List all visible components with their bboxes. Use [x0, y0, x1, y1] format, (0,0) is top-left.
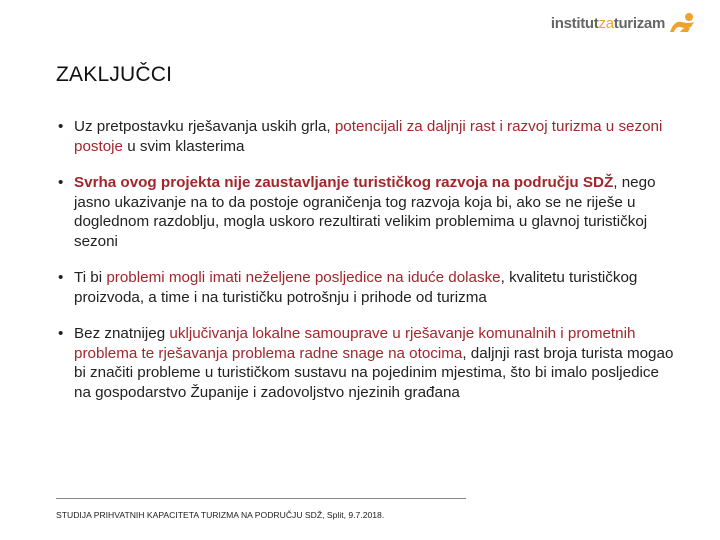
institut-za-turizam-logo	[551, 6, 698, 40]
bullet-list	[56, 117, 676, 419]
logo-wordmark	[551, 15, 665, 32]
logo-part-3: turizam	[613, 14, 665, 32]
bullet-highlight-text: problemi mogli imati neželjene posljedice na iduće dolaske	[106, 269, 501, 286]
footer-text: STUDIJA PRIHVATNIH KAPACITETA TURIZMA NA PODRUČJU SDŽ, Split, 9.7.2018.	[56, 510, 385, 520]
logo-mark-icon	[668, 12, 698, 34]
logo-part-2: za	[598, 14, 614, 32]
bullet-text: Bez znatnijeg	[74, 325, 170, 342]
bullet-highlight-text: uključivanja lokalne samouprave u rješavanje komunalnih i prometnih problema te rješavanja problema radne snage na otocima	[74, 325, 636, 362]
bullet-highlight-text: Svrha ovog projekta nije zaustavljanje turističkog razvoja na području SDŽ	[74, 174, 614, 191]
bullet-text: , kvalitetu turističkog proizvoda, a time i na turističku potrošnju i prihode od turizma	[74, 269, 638, 306]
bullet-highlight-text: potencijali za daljnji rast i razvoj turizma u sezoni postoje	[74, 118, 663, 155]
bullet-item	[56, 324, 676, 402]
bullet-item	[56, 268, 676, 307]
bullet-text: Uz pretpostavku rješavanja uskih grla,	[74, 118, 335, 135]
bullet-text: Ti bi	[74, 269, 107, 286]
bullet-item	[56, 117, 676, 156]
bullet-text: , daljnji rast broja turista mogao bi značiti probleme u turističkom sustavu na pojedinim mjestima, što bi imalo posljedice na gospodarstvo Županije i zadovoljstvo njezinih građana	[74, 344, 674, 401]
bullet-text: , nego jasno ukazivanje na to da postoje ograničenja tog razvoja koja bi, ako se ne riješe u doglednom razdoblju, mogla uskoro rezultirati velikim problemima u glavnoj turističkoj sezoni	[74, 174, 656, 250]
bullet-item	[56, 173, 676, 251]
footer-divider	[56, 498, 466, 499]
slide-title: ZAKLJUČCI	[56, 63, 173, 86]
logo-part-1: institut	[550, 14, 599, 32]
bullet-text: u svim klasterima	[122, 137, 245, 155]
